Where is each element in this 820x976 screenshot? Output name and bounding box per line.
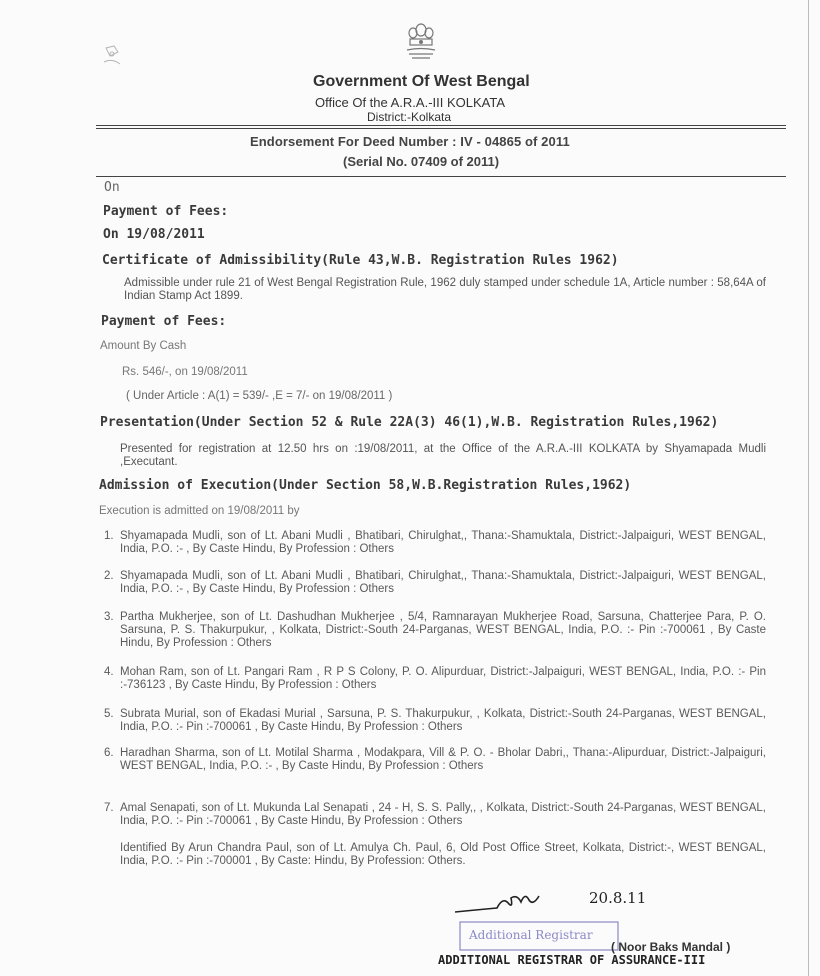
presentation-heading: Presentation(Under Section 52 & Rule 22A(3) 46(1),W.B. Registration Rules,1962) — [100, 415, 719, 430]
item-number: 7. — [104, 802, 114, 814]
endorsement-title: Endorsement For Deed Number : IV - 04865 of 2011 — [250, 134, 570, 149]
executant-item — [104, 708, 766, 734]
item-number: 6. — [104, 747, 114, 759]
amount-by-cash: Amount By Cash — [100, 340, 187, 352]
presentation-text: Presented for registration at 12.50 hrs on :19/08/2011, at the Office of the A.R.A.-III KOLKATA by Shyamapada Mudli ,Executant. — [120, 443, 766, 468]
item-number: 1. — [104, 530, 114, 542]
item-text: Subrata Murial, son of Ekadasi Murial , Sarsuna, P. S. Thakurpukur, , Kolkata, District:-South 24-Parganas, WEST BENGAL, India, P.O. :- Pin :-700061 , By Caste Hindu, By Profession : Others — [120, 708, 766, 733]
header-divider — [96, 128, 786, 129]
registrar-name: ( Noor Baks Mandal ) — [611, 940, 731, 954]
executant-item — [104, 570, 766, 596]
header-divider — [96, 125, 786, 126]
execution-admitted: Execution is admitted on 19/08/2011 by — [99, 505, 300, 517]
item-number: 3. — [104, 611, 114, 623]
payment-fees-heading-2: Payment of Fees: — [101, 314, 227, 329]
item-text: Partha Mukherjee, son of Lt. Dashudhan Mukherjee , 5/4, Ramnarayan Mukherjee Road, Sarsuna, Chatterjee Para, P. O. Sarsuna, P. S. Thakurpukur, , Kolkata, District:-South 24-Parganas, WEST BENGAL, India, P.O. :- Pin :-700061 , By Caste Hindu, By Profession : Others — [120, 611, 766, 649]
title-divider — [96, 176, 786, 177]
executant-item — [104, 747, 766, 773]
corner-mark-icon — [100, 42, 126, 72]
certificate-heading: Certificate of Admissibility(Rule 43,W.B. Registration Rules 1962) — [102, 253, 619, 268]
article-breakdown: ( Under Article : A(1) = 539/- ,E = 7/- on 19/08/2011 ) — [126, 390, 393, 402]
serial-number: (Serial No. 07409 of 2011) — [343, 154, 500, 169]
item-text: Amal Senapati, son of Lt. Mukunda Lal Senapati , 24 - H, S. S. Pally,, , Kolkata, District:-South 24-Parganas, WEST BENGAL, India, P.O. :- Pin :-700061 , By Caste Hindu, By Profession : Others — [120, 802, 766, 827]
item-text: Shyamapada Mudli, son of Lt. Abani Mudli , Bhatibari, Chirulghat,, Thana:-Shamuktala, District:-Jalpaiguri, WEST BENGAL, India, P.O. :- , By Caste Hindu, By Profession : Others — [120, 570, 766, 595]
amount-value: Rs. 546/-, on 19/08/2011 — [122, 366, 248, 378]
item-number: 4. — [104, 666, 114, 678]
signature-date: 20.8.11 — [589, 889, 647, 907]
executant-item — [104, 611, 766, 650]
government-title: Government Of West Bengal — [313, 73, 530, 90]
on-label: On — [104, 180, 120, 195]
item-text: Shyamapada Mudli, son of Lt. Abani Mudli , Bhatibari, Chirulghat,, Thana:-Shamuktala, District:-Jalpaiguri, WEST BENGAL, India, P.O. :- , By Caste Hindu, By Profession : Others — [120, 530, 766, 555]
executant-item — [104, 666, 766, 692]
payment-date: On 19/08/2011 — [103, 227, 205, 242]
executant-item — [104, 530, 766, 556]
payment-fees-heading: Payment of Fees: — [103, 204, 229, 219]
item-text: Mohan Ram, son of Lt. Pangari Ram , R P S Colony, P. O. Alipurduar, District:-Jalpaiguri, WEST BENGAL, India, P.O. :- Pin :-736123 , By Caste Hindu, By Profession : Others — [120, 666, 766, 691]
certificate-text: Admissible under rule 21 of West Bengal Registration Rule, 1962 duly stamped under schedule 1A, Article number : 58,64A of Indian Stamp Act 1899. — [124, 277, 766, 302]
admission-heading: Admission of Execution(Under Section 58,W.B.Registration Rules,1962) — [99, 478, 632, 493]
identified-by: Identified By Arun Chandra Paul, son of Lt. Amulya Ch. Paul, 6, Old Post Office Street, Kolkata, District:-, WEST BENGAL, India, P.O. :- Pin :-700001 , By Caste: Hindu, By Profession: Others. — [120, 842, 766, 867]
page-edge — [808, 0, 809, 976]
item-number: 5. — [104, 708, 114, 720]
official-stamp-icon — [459, 921, 619, 951]
executant-item — [104, 802, 766, 828]
item-number: 2. — [104, 570, 114, 582]
svg-text:Additional Registrar: Additional Registrar — [469, 928, 593, 942]
item-text: Haradhan Sharma, son of Lt. Motilal Sharma , Modakpara, Vill & P. O. - Bholar Dabri,, Thana:-Alipurduar, District:-Jalpaiguri, WEST BENGAL, India, P.O. :- , By Caste Hindu, By Profession : Others — [120, 747, 766, 772]
registrar-title: ADDITIONAL REGISTRAR OF ASSURANCE-III — [438, 953, 706, 967]
district-title: District:-Kolkata — [367, 110, 452, 124]
state-emblem-icon — [404, 20, 438, 68]
office-title: Office Of the A.R.A.-III KOLKATA — [315, 95, 506, 110]
